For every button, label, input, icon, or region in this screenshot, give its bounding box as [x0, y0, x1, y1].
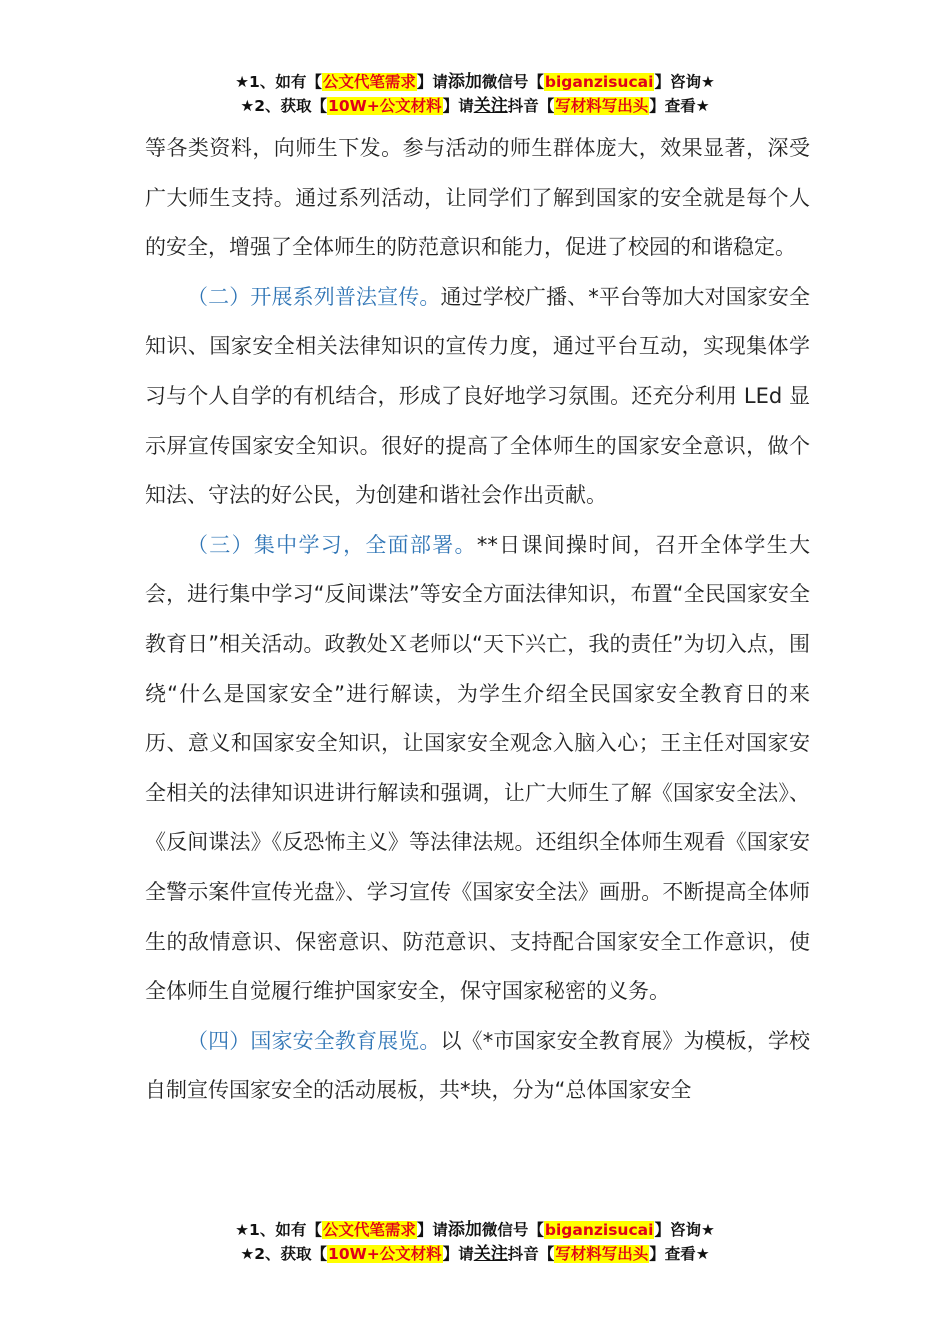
paragraph-4: [145, 1017, 810, 1116]
banner-text: 】请: [416, 1221, 448, 1239]
highlight-wechat-id: biganzisucai: [544, 73, 654, 91]
section-heading-4: （四）国家安全教育展览。: [187, 1028, 441, 1053]
highlight-wechat-id: biganzisucai: [544, 1221, 654, 1239]
paragraph-2: [145, 273, 810, 521]
banner-text: 】请: [442, 97, 474, 115]
banner-text: 微信号【: [481, 1221, 544, 1239]
paragraph-1: 等各类资料，向师生下发。参与活动的师生群体庞大，效果显著，深受广大师生支持。通过系列活动，让同学们了解到国家的安全就是每个人的安全，增强了全体师生的防范意识和能力，促进了校园的和谐稳定。: [145, 136, 810, 260]
paragraph-3-text: **日课间操时间，召开全体学生大会，进行集中学习“反间谍法”等安全方面法律知识，布置“全民国家安全教育日”相关活动。政教处Ｘ老师以“天下兴亡，我的责任”为切入点，围绕“什么是国家安全”进行解读，为学生介绍全民国家安全教育日的来历、意义和国家安全知识，让国家安全观念入脑入心；王主任对国家安全相关的法律知识进讲行解读和强调，让广大师生了解《国家安全法》、《反间谍法》《反恐怖主义》等法律法规。还组织全体师生观看《国家安全警示案件宣传光盘》、学习宣传《国家安全法》画册。不断提高全体师生的敌情意识、保密意识、防范意识、支持配合国家安全工作意识，使全体师生自觉履行维护国家安全，保守国家秘密的义务。: [145, 532, 811, 1004]
banner-text: 抖音【: [507, 97, 555, 115]
highlight-materials: 10W+公文材料: [328, 97, 442, 115]
banner-text: 】咨询★: [654, 73, 715, 91]
banner-text: 微信号【: [481, 73, 544, 91]
banner-emphasis: 关注: [473, 1244, 508, 1264]
banner-text: ★1、如有【: [235, 73, 322, 91]
highlight-materials: 10W+公文材料: [328, 1245, 442, 1263]
banner-text: 抖音【: [507, 1245, 555, 1263]
highlight-service: 公文代笔需求: [322, 1221, 416, 1239]
banner-line-2: [0, 94, 950, 118]
paragraph-4-text: 以《*市国家安全教育展》为模板，学校自制宣传国家安全的活动展板，共*块，分为“总体国家安全: [145, 1028, 811, 1103]
banner-text: 】咨询★: [654, 1221, 715, 1239]
banner-line-1: [0, 1218, 950, 1242]
banner-text: 】查看★: [649, 97, 710, 115]
document-body: [145, 124, 810, 1116]
banner-text: 】请: [442, 1245, 474, 1263]
banner-text: 】请: [416, 73, 448, 91]
banner-text: ★2、获取【: [240, 97, 328, 115]
banner-emphasis: 添加: [447, 72, 482, 92]
banner-text: ★2、获取【: [240, 1245, 328, 1263]
highlight-douyin: 写材料写出头: [555, 1245, 649, 1263]
highlight-service: 公文代笔需求: [322, 73, 416, 91]
banner-emphasis: 添加: [447, 1220, 482, 1240]
header-banner: [0, 70, 950, 118]
paragraph-3: [145, 521, 810, 1017]
banner-emphasis: 关注: [473, 96, 508, 116]
banner-line-2: [0, 1242, 950, 1266]
highlight-douyin: 写材料写出头: [555, 97, 649, 115]
section-heading-3: （三）集中学习，全面部署。: [187, 532, 477, 557]
banner-line-1: [0, 70, 950, 94]
paragraph-2-text: 通过学校广播、*平台等加大对国家安全知识、国家安全相关法律知识的宣传力度，通过平台互动，实现集体学习与个人自学的有机结合，形成了良好地学习氛围。还充分利用 LEd 显示屏宣传国家安全知识。很好的提高了全体师生的国家安全意识，做个知法、守法的好公民，为创建和谐社会作出贡献。: [145, 284, 811, 508]
footer-banner: [0, 1218, 950, 1266]
section-heading-2: （二）开展系列普法宣传。: [187, 284, 441, 309]
banner-text: 】查看★: [649, 1245, 710, 1263]
banner-text: ★1、如有【: [235, 1221, 322, 1239]
